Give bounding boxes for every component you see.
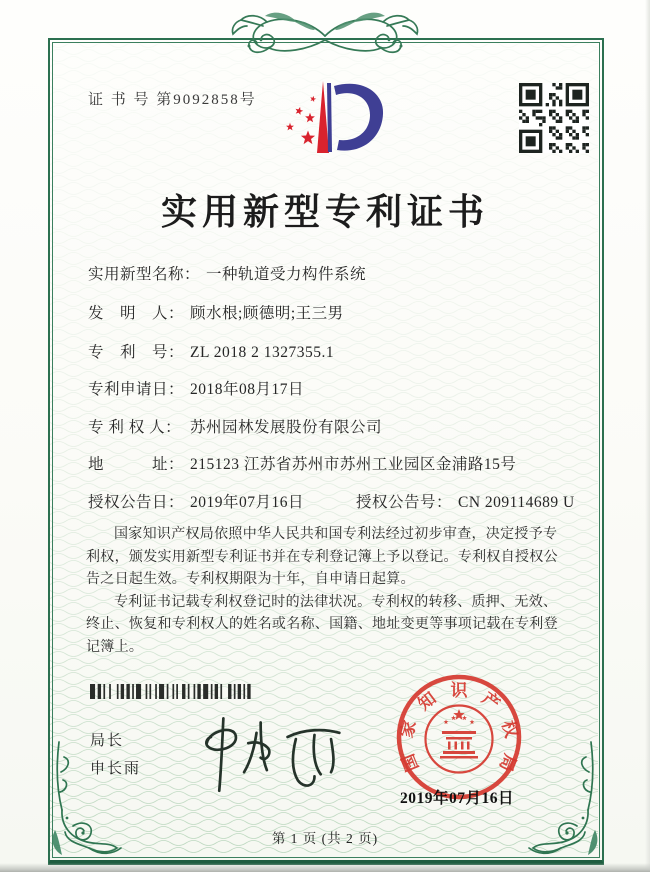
field-label: 授权公告号： — [356, 494, 453, 511]
field-value: 2019年07月16日 — [190, 494, 305, 511]
barcode — [90, 684, 253, 699]
field-value: 一种轨道受力构件系统 — [206, 266, 367, 283]
field-row-filing-date — [88, 377, 588, 399]
field-value: 215123 江苏省苏州市苏州工业园区金浦路15号 — [190, 456, 517, 473]
director-name: 申长雨 — [90, 760, 142, 777]
grant-number-group — [356, 490, 575, 512]
field-label: 实用新型名称： — [88, 266, 201, 283]
field-label: 专 利 号： — [88, 344, 185, 361]
scan-edge-shadow — [645, 0, 650, 872]
field-row-patent-no — [88, 340, 588, 362]
director-signature — [186, 708, 356, 796]
field-label: 授权公告日： — [88, 494, 185, 511]
body-paragraph: 国家知识产权局依照中华人民共和国专利法经过初步审查，决定授予专利权，颁发实用新型专利证书并在专利登记簿上予以登记。专利权自授权公告之日起生效。专利权期限为十年，自申请日起算。 — [86, 527, 558, 587]
svg-text:国: 国 — [398, 751, 423, 775]
field-value: 2018年08月17日 — [190, 381, 305, 398]
svg-text:知: 知 — [414, 688, 440, 714]
field-label: 地 址： — [88, 456, 185, 473]
field-value: 苏州园林发展股份有限公司 — [190, 419, 383, 436]
field-row-address — [88, 452, 588, 474]
svg-text:识: 识 — [450, 681, 468, 700]
svg-text:权: 权 — [498, 718, 522, 740]
field-value: ZL 2018 2 1327355.1 — [190, 344, 335, 361]
cnipa-logo-icon — [282, 80, 402, 162]
svg-text:产: 产 — [478, 688, 504, 714]
seal-date: 2019年07月16日 — [400, 790, 515, 807]
svg-text:局: 局 — [495, 751, 520, 775]
field-label: 专 利 权 人： — [88, 419, 182, 436]
page-footer: 第 1 页 (共 2 页) — [271, 831, 379, 846]
body-paragraph: 专利证书记载专利权登记时的法律状况。专利权的转移、质押、无效、终止、恢复和专利权人的姓名或名称、国籍、地址变更等事项记载在专利登记簿上。 — [86, 594, 558, 655]
field-row-patentee — [88, 415, 588, 437]
certificate-number: 证 书 号 第9092858号 — [88, 92, 257, 108]
field-value: 顾水根;顾德明;王三男 — [190, 305, 344, 322]
field-label: 发 明 人： — [88, 305, 185, 322]
director-label: 局长 — [90, 732, 125, 749]
svg-text:家: 家 — [396, 718, 420, 740]
scan-edge-shadow — [0, 863, 650, 872]
field-row-inventors — [88, 301, 588, 323]
field-row-grant — [88, 490, 588, 512]
field-value: CN 209114689 U — [458, 494, 575, 511]
field-label: 专利申请日： — [88, 381, 185, 398]
certificate-title: 实用新型专利证书 — [160, 192, 489, 232]
qr-code — [519, 83, 589, 153]
field-row-name — [88, 262, 588, 284]
certificate-body — [86, 524, 568, 659]
